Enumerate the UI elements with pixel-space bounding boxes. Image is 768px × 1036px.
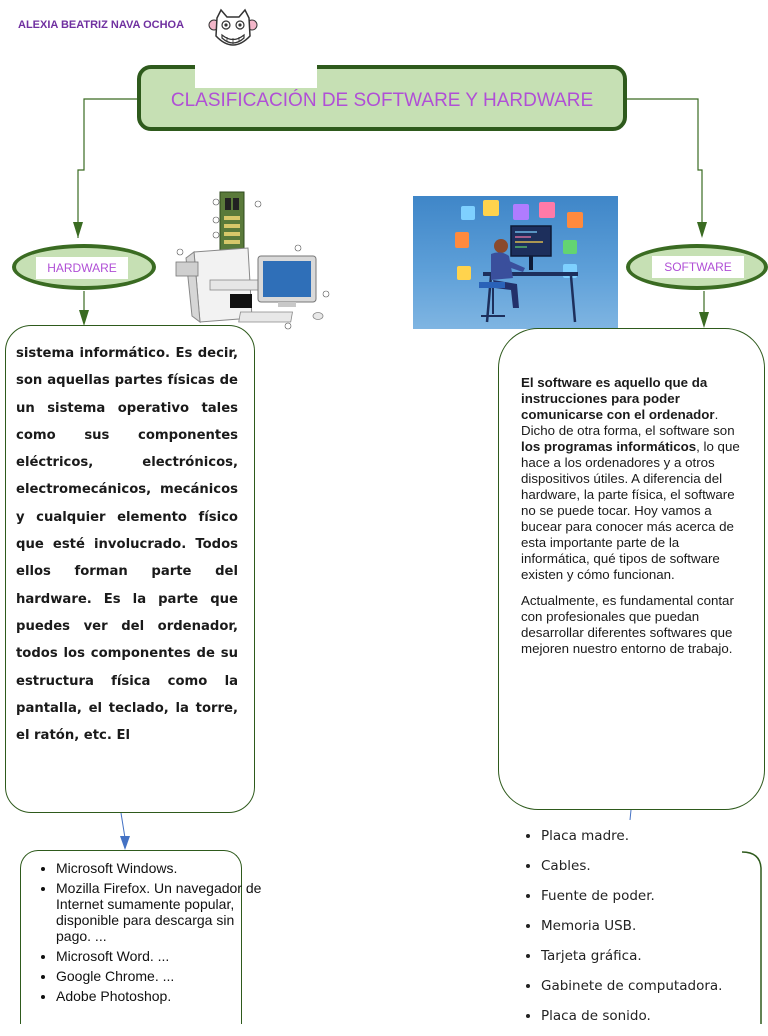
hardware-node-label: HARDWARE: [36, 257, 128, 279]
list-item: • Adobe Photoshop.: [56, 988, 270, 1004]
hardware-list-bracket: [740, 850, 764, 1024]
list-item: • Cables.: [541, 856, 755, 876]
hardware-description: sistema informático. Es decir, son aquellas partes físicas de un sistema operativo tales como sus componentes eléctricos, electrónicos, electromecánicos, mecánicos y cualquier elemento físico que esté involucrado. Todos ellos forman parte del hardware. Es la parte que puedes ver del ordenador, todos los componentes de su estructura física como la pantalla, el teclado, la torre, el ratón, etc. El: [16, 346, 238, 744]
list-item: • Microsoft Windows.: [56, 860, 270, 876]
desktop-computer-illustration: [170, 190, 340, 330]
arrowhead-software: [697, 222, 707, 238]
hardware-examples-list: [515, 826, 755, 1036]
list-item: • Placa madre.: [541, 826, 755, 846]
title-box-notch: [195, 62, 317, 88]
list-item: • Mozilla Firefox. Un navegador de Internet sumamente popular, disponible para descarga sin pago. ...: [56, 880, 270, 944]
connector-sw-text-to-list: [630, 810, 631, 820]
list-item: • Memoria USB.: [541, 916, 755, 936]
connector-title-to-software: [627, 99, 702, 236]
arrowhead-software-text: [699, 312, 709, 328]
software-paragraph-2: Actualmente, es fundamental contar con profesionales que puedan desarrollar diferentes softwares que mejoren nuestro entorno de trabajo.: [521, 593, 734, 656]
list-item: • Gabinete de computadora.: [541, 976, 755, 996]
software-programs-bold: los programas informáticos: [521, 439, 697, 454]
software-definition-rest: , lo que hace a los ordenadores y a otros dispositivos útiles. A diferencia del hardware, la parte física, el software no se puede tocar. Hoy vamos a bucear para conocer más acerca de esta importante parte de la informática, qué tipos de software existen y cómo funcionan.: [521, 439, 740, 582]
software-paragraph-1: [521, 375, 746, 583]
list-item: • Tarjeta gráfica.: [541, 946, 755, 966]
diagram-title: CLASIFICACIÓN DE SOFTWARE Y HARDWARE: [170, 90, 594, 111]
software-examples-list: [30, 860, 270, 1008]
programmer-at-desk-illustration: [413, 196, 618, 329]
list-item: • Google Chrome. ...: [56, 968, 270, 984]
list-item: • Fuente de poder.: [541, 886, 755, 906]
connector-hw-text-to-list: [121, 813, 125, 838]
software-node-label: SOFTWARE: [652, 256, 744, 278]
list-item: • Microsoft Word. ...: [56, 948, 270, 964]
arrowhead-hardware-text: [79, 310, 89, 326]
software-definition-bold: El software es aquello que da instrucciones para poder comunicarse con el ordenador: [521, 375, 715, 422]
arrowhead-blue: [120, 836, 130, 850]
arrowhead-hardware: [73, 222, 83, 238]
connector-title-to-hardware: [78, 99, 137, 238]
list-item: • Placa de sonido.: [541, 1006, 755, 1026]
software-definition-text: . Dicho de otra forma, el software son: [521, 407, 735, 438]
software-description: [521, 375, 746, 667]
author-name: ALEXIA BEATRIZ NAVA OCHOA: [18, 19, 185, 31]
